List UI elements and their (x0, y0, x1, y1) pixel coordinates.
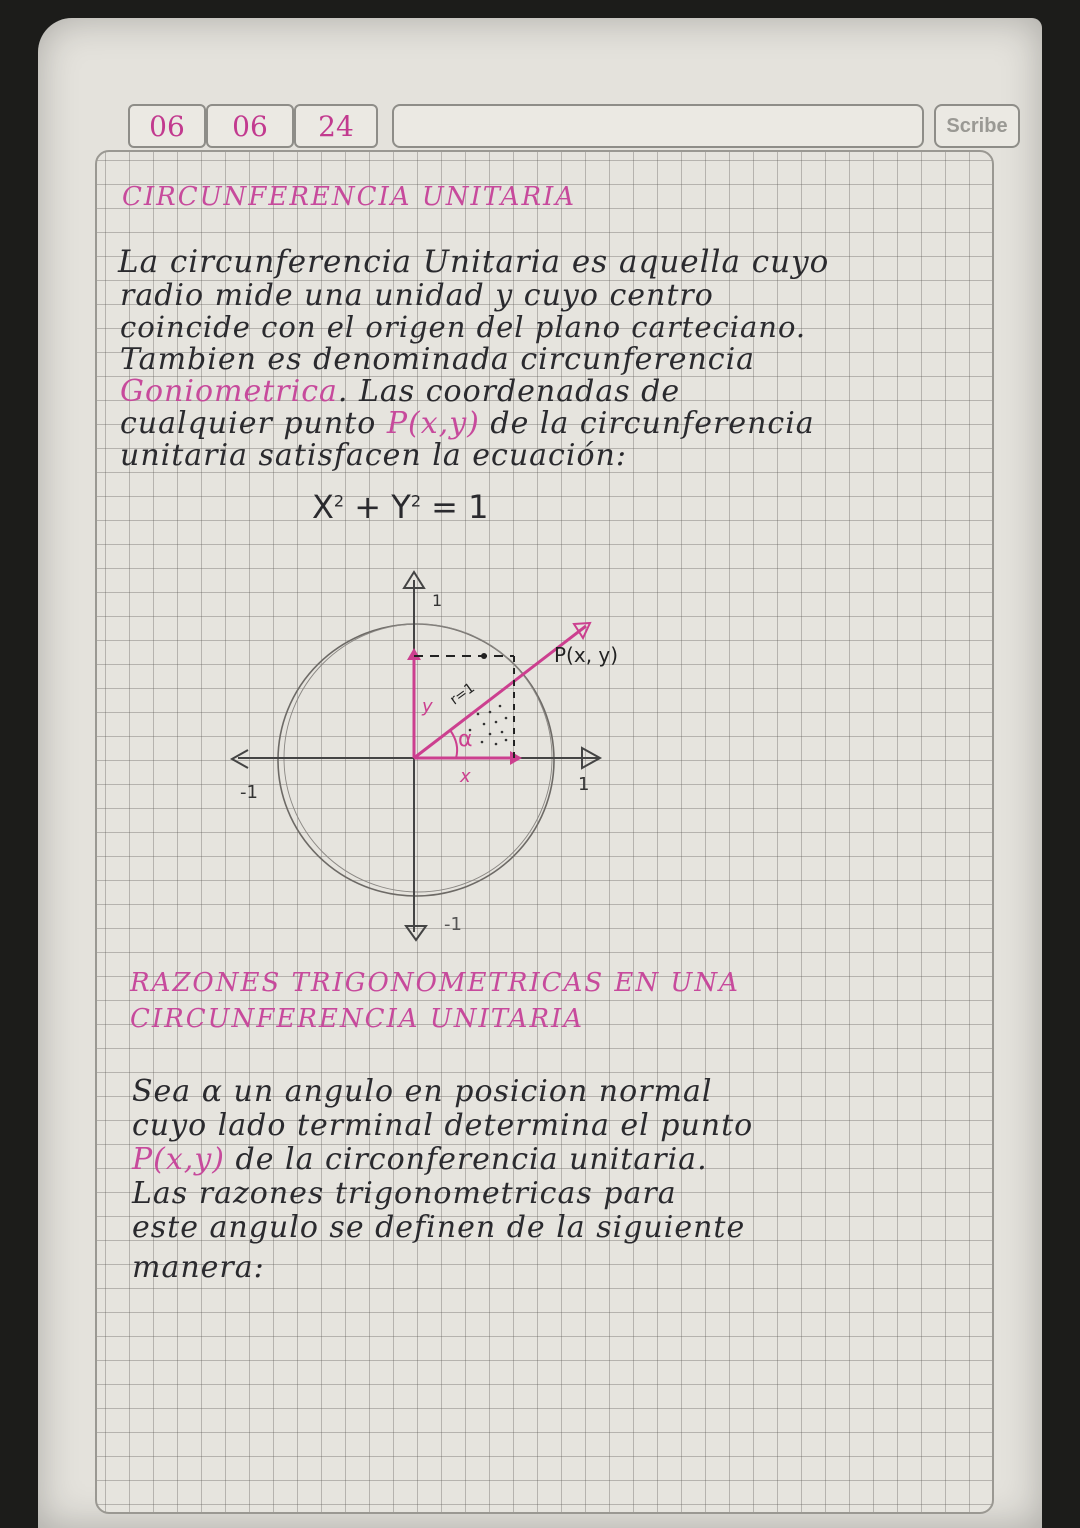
label-radius: r=1 (447, 679, 478, 709)
section1-heading: CIRCUNFERENCIA UNITARIA (122, 182, 577, 212)
section2-line-6: manera: (132, 1250, 265, 1285)
section2-line-4: Las razones trigonometricas para (132, 1176, 677, 1211)
angle-arc (450, 730, 457, 758)
label-x-left: -1 (240, 782, 258, 803)
label-x-right: 1 (578, 774, 590, 795)
section1-line-7: unitaria satisfacen la ecuación: (120, 438, 627, 473)
unit-circle-equation: $X^2 + Y^2 = 1$ (312, 488, 489, 526)
section1-line-2: radio mide una unidad y cuyo centro (120, 278, 714, 313)
section1-line-1: La circunferencia Unitaria es aquella cuyo (118, 244, 830, 280)
section2-line-1: Sea α un angulo en posicion normal (132, 1074, 713, 1109)
label-y-segment: y (422, 696, 433, 717)
label-y-top: 1 (432, 591, 443, 610)
date-year: 24 (294, 104, 378, 148)
label-alpha: α (458, 727, 473, 752)
goniometrica-term: Goniometrica (120, 374, 338, 409)
label-x-segment: x (460, 766, 471, 787)
section1-line-4: Tambien es denominada circunferencia (120, 342, 756, 377)
section2-line-3: P(x,y) de la circonferencia unitaria. (132, 1142, 708, 1177)
point-label: P(x,y) (386, 406, 480, 441)
date-month: 06 (206, 104, 294, 148)
date-day: 06 (128, 104, 206, 148)
section2-heading-line1: RAZONES TRIGONOMETRICAS EN UNA (130, 968, 740, 998)
section1-line-6: cualquier punto P(x,y) de la circunferencia (120, 406, 815, 441)
section2-heading-line2: CIRCUNFERENCIA UNITARIA (130, 1004, 585, 1034)
label-y-bottom: -1 (444, 914, 462, 935)
y-axis-bottom-arrow (406, 926, 426, 940)
section1-line-5: Goniometrica. Las coordenadas de (120, 374, 681, 409)
label-point: P(x, y) (554, 643, 619, 667)
section1-line-3: coincide con el origen del plano carteciano. (120, 310, 807, 344)
section2-line-2: cuyo lado terminal determina el punto (132, 1108, 754, 1143)
point-label-2: P(x,y) (132, 1142, 225, 1177)
section2-line-5: este angulo se definen de la siguiente (132, 1210, 746, 1245)
brand-logo: Scribe (934, 104, 1020, 148)
